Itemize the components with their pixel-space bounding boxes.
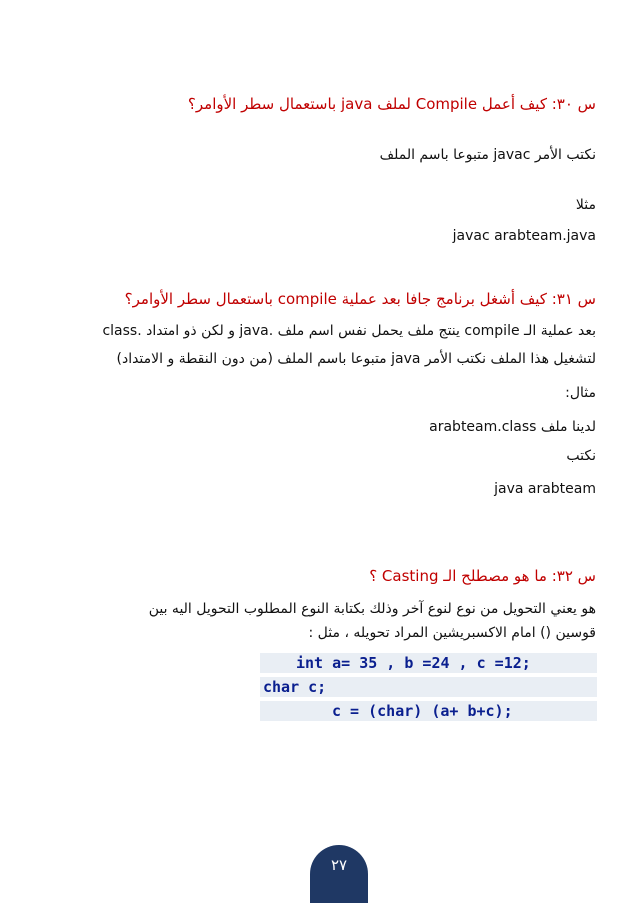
question-31-write-label: نكتب (566, 448, 596, 464)
question-31-example-label: مثال: (565, 385, 596, 401)
page-number: ٢٧ (310, 845, 368, 903)
question-32-answer-line-2: قوسين () امام الاكسبريشين المراد تحويله ، مثل : (308, 625, 596, 641)
java-command: java arabteam (494, 481, 596, 497)
question-30-title: س ٣٠: كيف أعمل Compile لملف java باستعمال سطر الأوامر؟ (187, 95, 596, 113)
question-32-answer-line-1: هو يعني التحويل من نوع لنوع آخر وذلك بكتابة النوع المطلوب التحويل اليه بين (148, 601, 596, 617)
question-31-answer-line-2: لتشغيل هذا الملف نكتب الأمر java متبوعا باسم الملف (من دون النقطة و الامتداد) (116, 351, 596, 367)
question-30-example-label: مثلا (575, 197, 596, 213)
question-30-command (453, 227, 596, 245)
question-31-answer-line-1: بعد عملية الـ compile ينتج ملف يحمل نفس اسم ملف .java و لكن ذو امتداد .class (102, 323, 596, 339)
question-31-file-line: لدينا ملف arabteam.class (429, 419, 596, 435)
question-32-title: س ٣٢: ما هو مصطلح الـ Casting ؟ (369, 567, 596, 585)
code-line-1: int a= 35 , b =24 , c =12; (260, 653, 597, 673)
code-line-2: char c; (260, 677, 597, 697)
question-31-title: س ٣١: كيف أشغل برنامج جافا بعد عملية compile باستعمال سطر الأوامر؟ (124, 290, 596, 308)
code-line-3: c = (char) (a+ b+c); (260, 701, 597, 721)
question-31-command (494, 480, 596, 498)
javac-command: javac arabteam.java (452, 228, 596, 244)
question-30-answer-line: نكتب الأمر javac متبوعا باسم الملف (379, 147, 596, 163)
